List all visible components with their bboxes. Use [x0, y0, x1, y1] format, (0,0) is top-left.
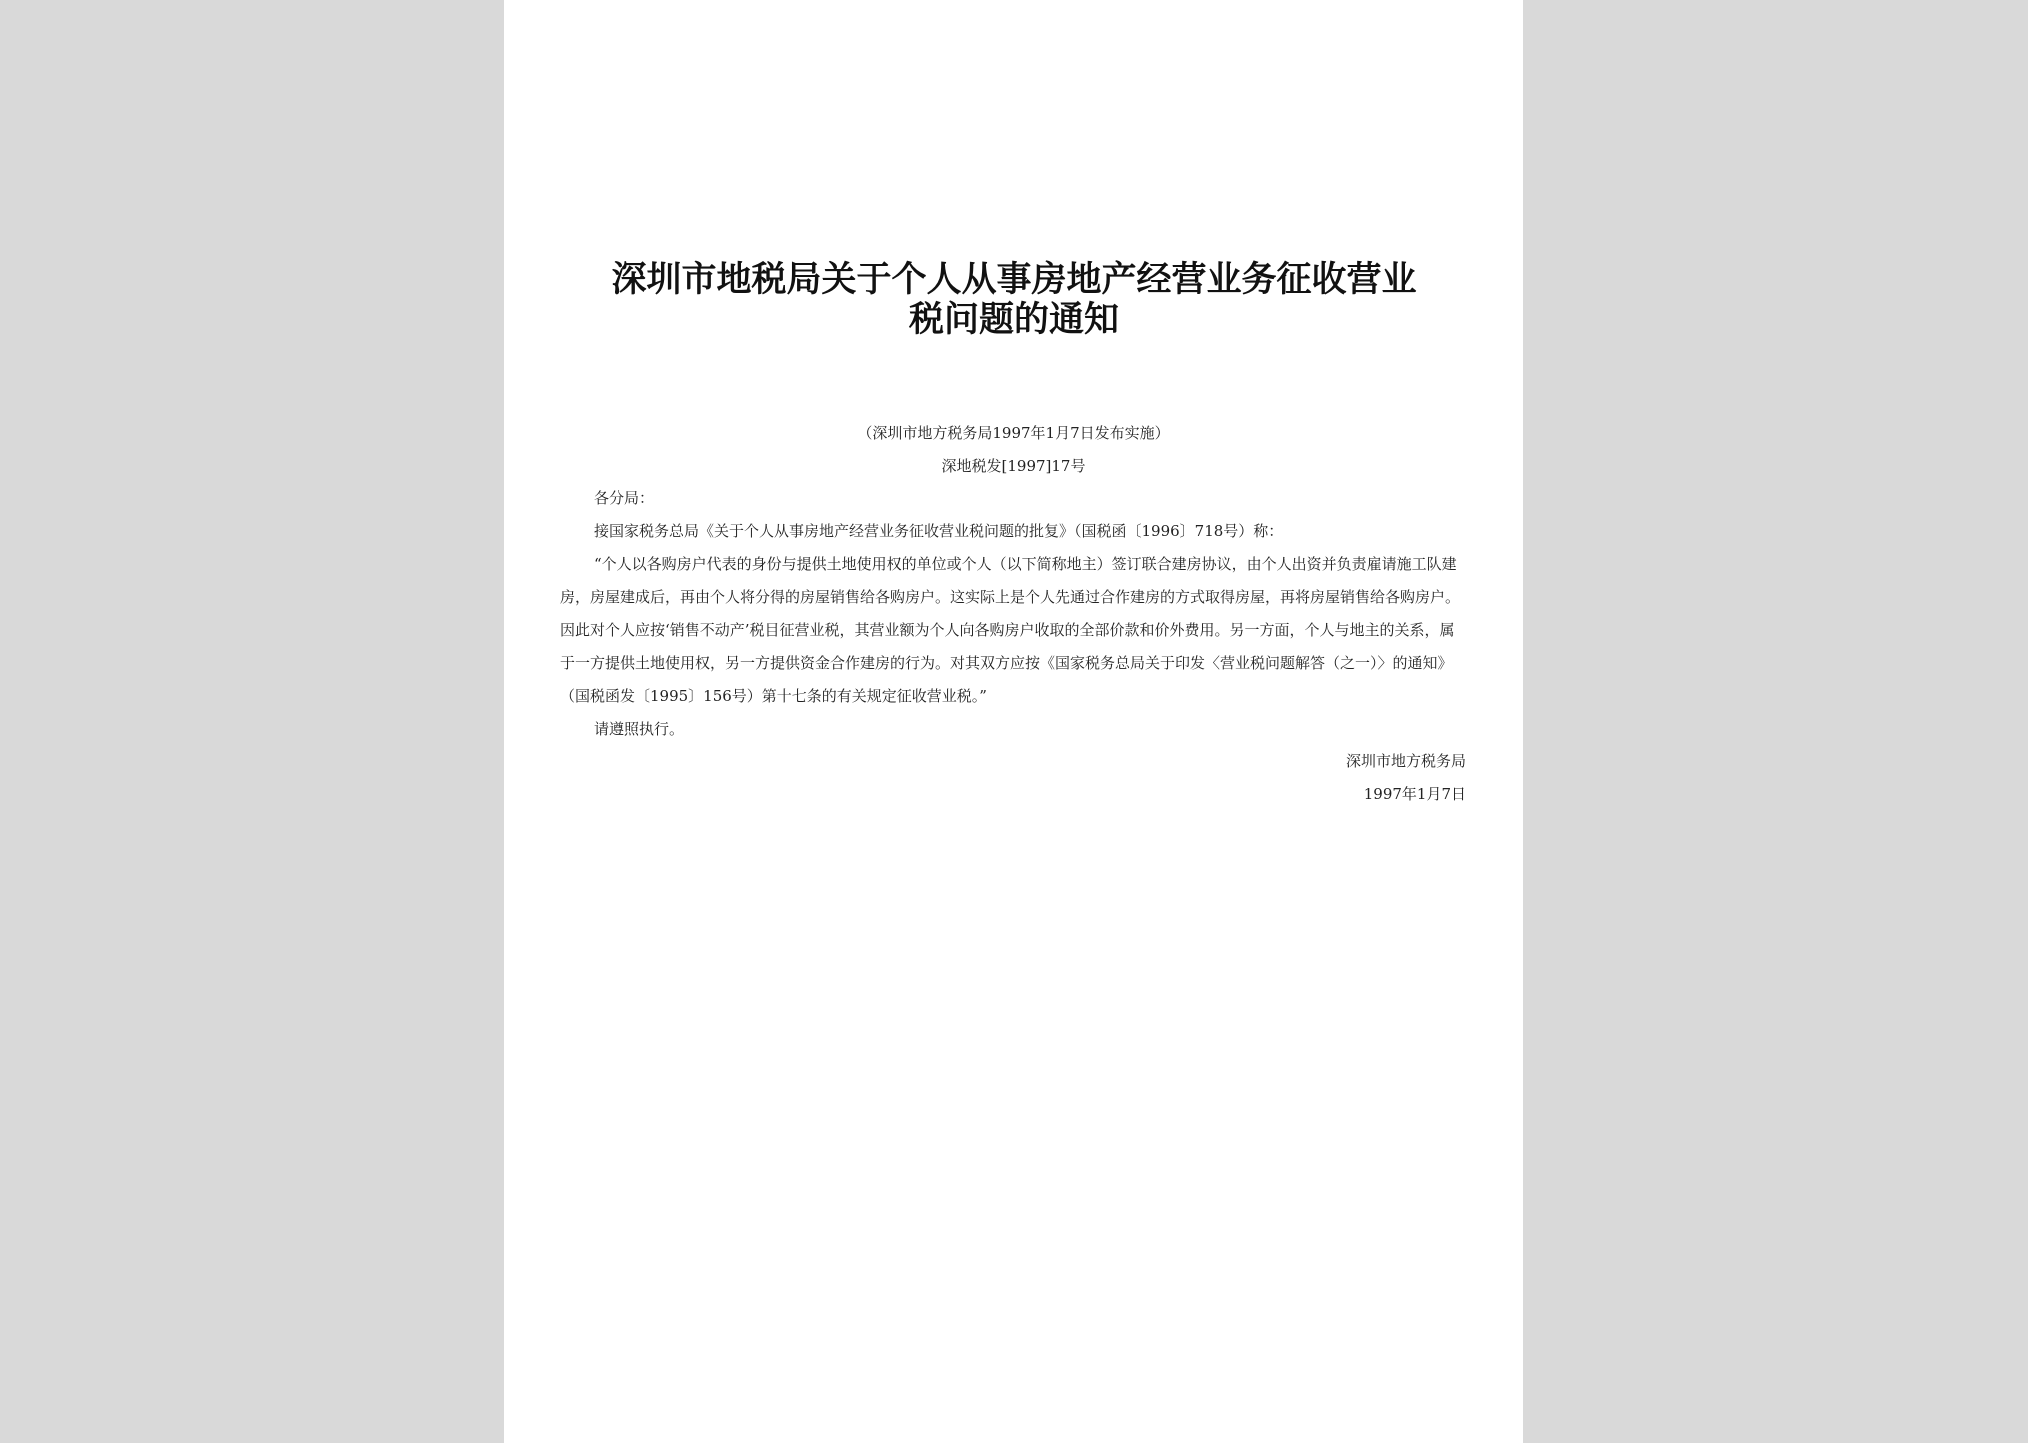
publication-note: （深圳市地方税务局1997年1月7日发布实施）	[857, 424, 1170, 442]
closing-line: 请遵照执行。	[594, 720, 685, 738]
document-title-line-1: 深圳市地税局关于个人从事房地产经营业务征收营业	[611, 260, 1417, 300]
salutation: 各分局：	[594, 489, 655, 507]
document-title	[584, 260, 1444, 340]
document-title-line-2: 税问题的通知	[908, 300, 1119, 340]
document-number: 深地税发[1997]17号	[941, 457, 1086, 475]
intro-paragraph: 接国家税务总局《关于个人从事房地产经营业务征收营业税问题的批复》（国税函〔1996〕718号）称：	[594, 522, 1284, 540]
document-page	[504, 0, 1523, 1443]
signature-organization: 深圳市地方税务局	[1345, 752, 1466, 770]
quoted-reply-paragraph: “个人以各购房户代表的身份与提供土地使用权的单位或个人（以下简称地主）签订联合建房协议，由个人出资并负责雇请施工队建房，房屋建成后，再由个人将分得的房屋销售给各购房户。这实际上是个人先通过合作建房的方式取得房屋，再将房屋销售给各购房户。因此对个人应按‘销售不动产’税目征营业税，其营业额为个人向各购房户收取的全部价款和价外费用。另一方面，个人与地主的关系，属于一方提供土地使用权，另一方提供资金合作建房的行为。对其双方应按《国家税务总局关于印发〈营业税问题解答（之一）〉的通知》（国税函发〔1995〕156号）第十七条的有关规定征收营业税。”	[560, 555, 1461, 705]
signature-date: 1997年1月7日	[1363, 785, 1466, 803]
